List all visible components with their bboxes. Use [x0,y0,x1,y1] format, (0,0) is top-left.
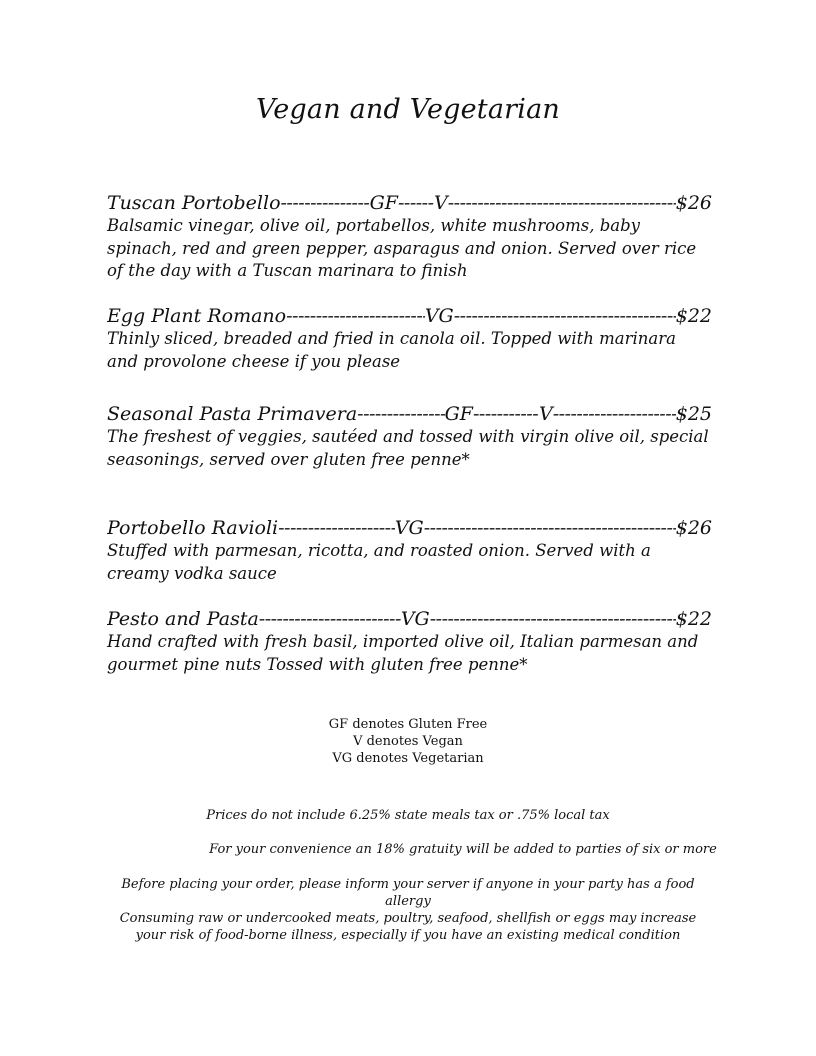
item-header [107,402,712,426]
leader-dashes [357,402,444,426]
leader-dashes [553,402,676,426]
item-description: Thinly sliced, breaded and fried in canola oil. Topped with marinara and provolone cheese if you please [107,329,676,371]
item-name: Seasonal Pasta Primavera [107,403,358,425]
item-price: $26 [675,192,712,214]
legend-vg: VG denotes Vegetarian [332,751,484,766]
leader-dashes [424,516,676,540]
item-name: Portobello Ravioli [107,517,279,539]
menu-item [107,516,712,585]
consumption-warning: Consuming raw or undercooked meats, poultry, seafood, shellfish or eggs may increase your risk of food-borne illness, especially if you have an existing medical condition [119,911,697,943]
item-price: $26 [675,517,712,539]
leader-dashes [473,402,539,426]
item-tag-vg: VG [424,305,454,327]
leader-dashes [286,304,425,328]
item-tag-gf: GF [444,403,473,425]
menu-item [107,191,712,283]
tax-note: Prices do not include 6.25% state meals tax or .75% local tax [206,808,610,823]
item-name: Pesto and Pasta [107,608,259,630]
legend-gf: GF denotes Gluten Free [328,717,488,732]
item-tag-v: V [539,403,553,425]
item-tag-v: V [434,192,448,214]
item-header [107,304,712,328]
leader-dashes [278,516,395,540]
leader-dashes [448,191,676,215]
item-price: $22 [675,305,712,327]
item-header [107,516,712,540]
item-price: $22 [675,608,712,630]
page-title: Vegan and Vegetarian [256,94,560,125]
legend-v: V denotes Vegan [353,734,463,749]
item-name: Egg Plant Romano [107,305,287,327]
leader-dashes [454,304,676,328]
leader-dashes [398,191,434,215]
item-price: $25 [675,403,712,425]
leader-dashes [430,607,676,631]
item-header [107,607,712,631]
leader-dashes [281,191,370,215]
item-description: Stuffed with parmesan, ricotta, and roasted onion. Served with a creamy vodka sauce [107,541,651,583]
item-description: The freshest of veggies, sautéed and tossed with virgin olive oil, special seasonings, served over gluten free penne* [107,427,709,469]
item-name: Tuscan Portobello [107,192,281,214]
menu-item [107,304,712,373]
menu-item [107,607,712,676]
dietary-legend [0,716,816,767]
item-description: Balsamic vinegar, olive oil, portabellos, white mushrooms, baby spinach, red and green pepper, asparagus and onion. Served over rice of the day with a Tuscan marinara to finish [107,216,697,280]
item-tag-vg: VG [400,608,430,630]
item-tag-gf: GF [369,192,398,214]
menu-item [107,402,712,471]
item-tag-vg: VG [394,517,424,539]
leader-dashes [259,607,401,631]
gratuity-note: For your convenience an 18% gratuity will be added to parties of six or more [209,842,717,857]
item-description: Hand crafted with fresh basil, imported olive oil, Italian parmesan and gourmet pine nuts Tossed with gluten free penne* [107,632,699,674]
allergy-note: Before placing your order, please inform your server if anyone in your party has a food allergy [121,877,695,909]
item-header [107,191,712,215]
